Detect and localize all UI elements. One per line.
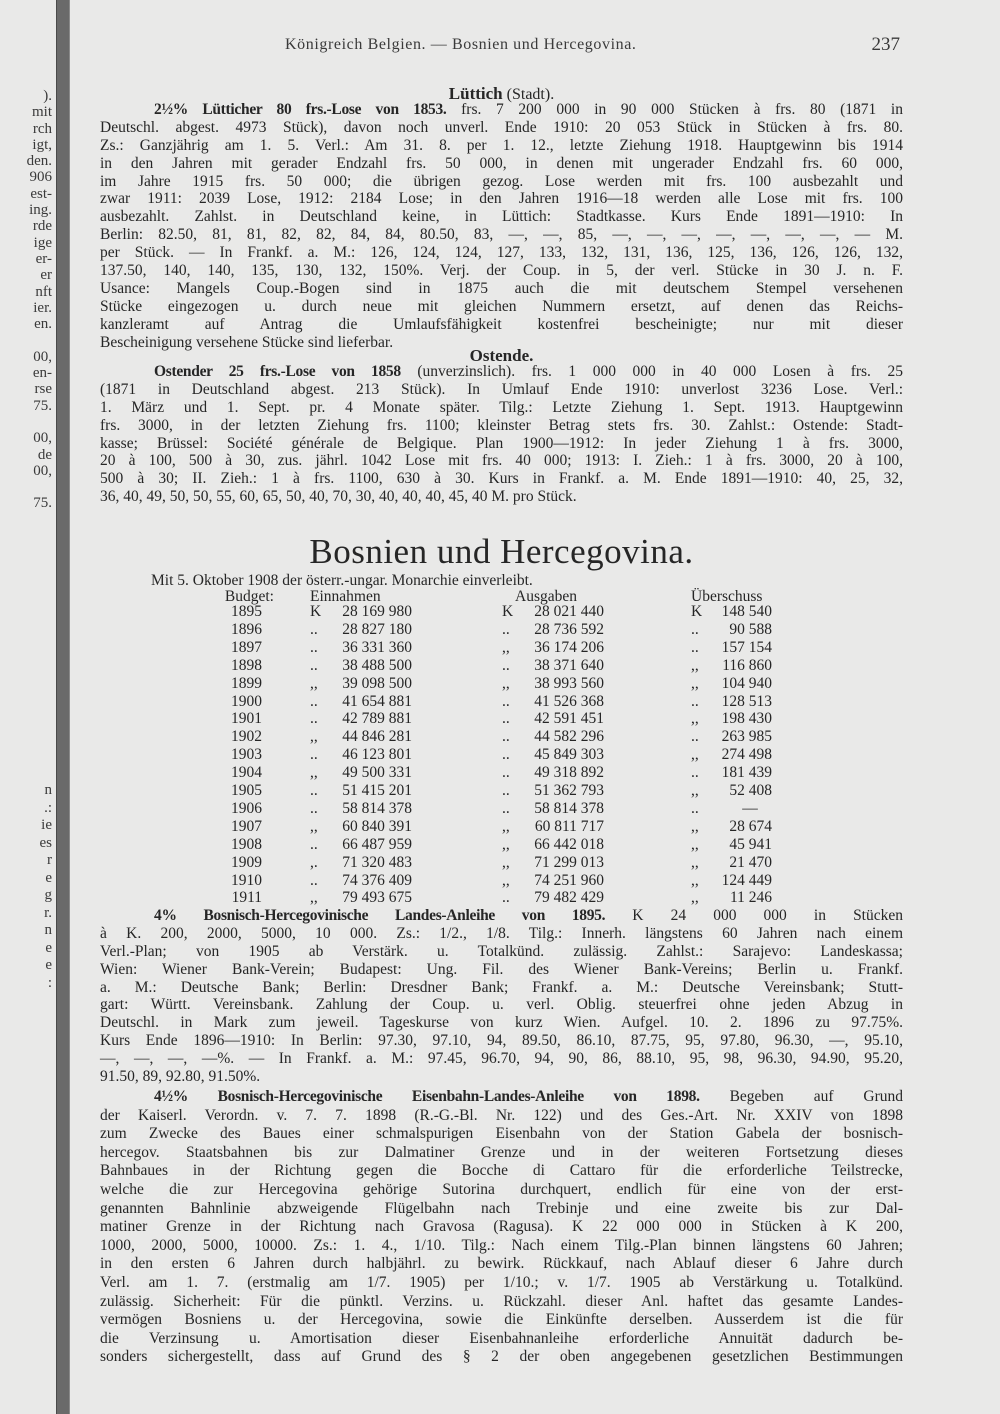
text-line [100,1311,903,1330]
ditto-mark: ,, [310,889,318,907]
budget-ausgaben: 60 811 717 [534,817,604,835]
margin-fragment: e [45,939,52,956]
line-text: Verl.-Plan; von 1905 ab Verstärk. u. Totalkünd. zulässig. Zahlst.: Sarajevo: Landeskassa; [100,942,903,960]
budget-ueberschuss: 263 985 [721,728,772,746]
budget-year: 1908 [231,835,262,853]
page-number: 237 [871,34,900,55]
margin-fragment: e [45,869,52,886]
ditto-mark: ,. [310,853,318,871]
budget-year: 1898 [231,656,262,674]
line-text: per Stück. — In Frankf. a. M.: 126, 124, 124, 127, 133, 132, 131, 136, 125, 136, 126, 126, 132, [100,244,903,262]
budget-ausgaben: 41 526 368 [534,692,604,710]
text-line [100,363,903,381]
ditto-mark: .. [502,656,510,674]
budget-ausgaben: 42 591 451 [534,710,604,728]
budget-ausgaben: 45 849 303 [534,746,604,764]
text-line [100,435,903,453]
budget-einnahmen: 46 123 801 [342,746,412,764]
margin-fragment: de [37,446,52,463]
line-text: hercegov. Staatsbahnen bis zur Dalmatiner Grenze und in der weiteren Fortsetzung dieses [100,1143,903,1161]
text-line [100,119,903,137]
ditto-mark: .. [691,799,699,817]
ditto-mark: .. [502,728,510,746]
text-line [100,1255,903,1274]
budget-year: 1906 [231,799,262,817]
text-line [100,417,903,435]
paragraph-anleihe-1895 [100,907,903,1086]
previous-page-margin-fragments-lower [0,782,52,992]
margin-fragment: ie [41,817,52,833]
line-text: 1000, 2000, 5000, 10000. Zs.: 1. 4., 1/10. Tilg.: Nach einem Tilg.-Plan binnen längstens 60 Jahren; [100,1236,903,1254]
budget-ueberschuss: — [742,799,758,817]
line-text: K 24 000 000 in Stücken [605,907,903,924]
text-line [100,1107,903,1126]
budget-year: 1901 [231,710,262,728]
budget-ausgaben: 71 299 013 [534,853,604,871]
column-header-ueberschuss: Überschuss [691,588,763,605]
entry-title: 2½% Lütticher 80 frs.-Lose von 1853. [154,101,447,118]
ditto-mark: ,, [691,656,699,674]
ditto-mark: ,, [691,853,699,871]
ditto-mark: .. [691,764,699,782]
budget-year: 1896 [231,620,262,638]
margin-fragment: 906 [29,169,52,186]
text-line [100,1237,903,1256]
line-text: sonders sichergestellt, dass auf Grund des § 2 der oben angegebenen gesetzlichen Bestimmungen [100,1348,903,1366]
margin-fragment: 75. [33,495,52,512]
budget-year: 1910 [231,871,262,889]
budget-ueberschuss: 274 498 [721,746,772,764]
budget-einnahmen: 41 654 881 [342,692,412,710]
margin-fragment: 75. [33,397,52,414]
budget-ausgaben: 58 814 378 [534,799,604,817]
ditto-mark: K [310,603,322,620]
text-line [100,1144,903,1163]
paragraph-luettich [100,101,903,351]
ditto-mark: ,, [310,764,318,782]
ditto-mark: .. [691,638,699,656]
ditto-mark: ,, [310,728,318,746]
line-text: zulässig. Sicherheit: Für die pünktl. Verzins. u. Rückzahl. dieser Anl. haftet das gesamte Landes- [100,1292,903,1310]
line-text: Deutschl. in Mark zum jeweil. Tageskurse von kurz Wien. Aufgel. 10. 2. 1896 zu 97.75%. [100,1014,903,1032]
line-text: (unverzinslich). frs. 1 000 000 in 40 000 Losen à frs. 25 [400,363,903,380]
margin-fragment: igt, [32,136,52,153]
line-text: frs. 7 200 000 in 90 000 Stücken à frs. 80 (1871 in [446,101,903,118]
budget-ueberschuss: 28 674 [729,817,772,835]
budget-ausgaben: 28 736 592 [534,620,604,638]
line-text: (1871 in Deutschland abgest. 213 Stück). In Umlauf Ende 1910: unverlost 3236 Lose. Verl.: [100,380,903,398]
budget-ueberschuss: 21 470 [729,853,772,871]
budget-einnahmen: 28 827 180 [342,620,412,638]
line-text: ausbezahlt. Zahlst. in Deutschland keine, in Lüttich: Stadtkasse. Kurs Ende 1891—1910: In [100,208,903,226]
budget-ueberschuss: 148 540 [721,603,772,620]
column-header-einnahmen: Einnahmen [310,588,381,605]
text-line [100,1293,903,1312]
margin-fragment: 00, [33,462,52,479]
budget-ueberschuss: 198 430 [721,710,772,728]
line-text: 500 à 30; II. Zieh.: 1 à frs. 1100, 630 à 30. Kurs in Frankf. a. M. Ende 1891—1910: 40, 25, 32, [100,470,903,488]
heading-luettich-sub: (Stadt). [502,86,555,103]
budget-ausgaben: 79 482 429 [534,889,604,907]
budget-ausgaben: 51 362 793 [534,782,604,799]
ditto-mark: ,, [691,746,699,764]
ditto-mark: .. [310,835,318,853]
running-head [100,36,905,58]
line-text: genannten Bahnlinie abzweigende Flügelbahn nach Trebinje und eine zweite bis zur Dal- [100,1199,903,1217]
ditto-mark: ,, [691,782,699,799]
budget-year: 1905 [231,782,262,799]
ditto-mark: ,, [691,835,699,853]
budget-einnahmen: 66 487 959 [342,835,412,853]
ditto-mark: .. [310,746,318,764]
text-line [100,155,903,173]
ditto-mark: ,, [502,638,510,656]
ditto-mark: .. [502,889,510,907]
line-text: Bahnbaues in der Richtung gegen die Bocche di Cattaro für die erforderliche Teilstrecke, [100,1162,903,1180]
entry-title: 4% Bosnisch-Hercegovinische Landes-Anleihe von 1895. [154,907,606,924]
text-line [100,961,903,979]
budget-einnahmen: 42 789 881 [342,710,412,728]
text-line [100,298,903,316]
line-text: Deutschl. abgest. 4973 Stück), davon noch unverl. Ende 1910: 20 053 Stück in Stücken à frs. 80. [100,118,903,136]
line-text: der Kaiserl. Verordn. v. 7. 7. 1898 (R.-G.-Bl. Nr. 122) und des Ges.-Art. Nr. XXIV von 1898 [100,1106,903,1124]
budget-ausgaben: 66 442 018 [534,835,604,853]
margin-fragment: est- [30,185,52,202]
line-text: in den ersten 6 Jahren durch halbjährl. zu bewirk. Rückkauf, nach Ablauf dieser 6 Jahre durch [100,1255,903,1273]
margin-fragment: en- [32,365,52,382]
budget-einnahmen: 58 814 378 [342,799,412,817]
line-text: Stücke eingezogen u. durch neue mit gleichen Nummern ersetzt, auf denen das Reichs- [100,297,903,315]
margin-fragment [0,414,52,430]
budget-einnahmen: 60 840 391 [342,817,412,835]
ditto-mark: ,, [691,889,699,907]
previous-page-margin-fragments [0,88,52,512]
budget-einnahmen: 39 098 500 [342,674,412,692]
budget-ausgaben: 74 251 960 [534,871,604,889]
text-line [100,226,903,244]
text-line [100,1162,903,1181]
line-text: kasse; Brüssel: Société générale de Belgique. Plan 1900—1912: In jeder Ziehung 1 à frs. 3000, [100,434,903,452]
budget-year: 1911 [231,889,262,907]
line-text: Zs.: Ganzjährig am 1. 5. Verl.: Am 31. 8. per 1. 12., letzte Ziehung 1918. Hauptgewinn bis 1914 [100,136,903,154]
ditto-mark: .. [310,692,318,710]
ditto-mark: ,, [691,871,699,889]
line-text: Usance: Mangels Coup.-Bogen sind in 1875 auch die mit deutschem Stempel versehenen [100,279,903,297]
margin-fragment [0,479,52,495]
text-line [100,943,903,961]
text-line [100,996,903,1014]
line-text: a. M.: Deutsche Bank; Berlin: Dresdner Bank; Frankf. a. M.: Deutsche Vereinsbank; Stutt- [100,978,903,996]
line-text: 137.50, 140, 140, 135, 130, 132, 150%. Verj. der Coup. in 5, der verl. Stücke in 30 J. n. F. [100,262,903,280]
text-line [100,280,903,298]
ditto-mark: ,, [691,817,699,835]
text-line [100,979,903,997]
margin-fragment [0,332,52,348]
book-gutter [56,0,70,1414]
ditto-mark: ,, [502,674,510,692]
chapter-title: Bosnien und Hercegovina. [309,532,694,571]
text-line [100,1125,903,1144]
budget-ueberschuss: 45 941 [729,835,772,853]
ditto-mark: ,, [310,674,318,692]
budget-einnahmen: 79 493 675 [342,889,412,907]
budget-year: 1909 [231,853,262,871]
ditto-mark: ,, [691,674,699,692]
budget-ueberschuss: 124 449 [721,871,772,889]
budget-einnahmen: 49 500 331 [342,764,412,782]
line-text: Kurs Ende 1896—1910: In Berlin: 97.30, 97.10, 94, 89.50, 86.10, 87.75, 95, 97.80, 96.30, —, 95.10, [100,1032,903,1050]
ditto-mark: ,, [691,710,699,728]
margin-fragment: er [40,267,52,284]
ditto-mark: .. [310,620,318,638]
ditto-mark: .. [310,799,318,817]
budget-ausgaben: 44 582 296 [534,728,604,746]
text-line [100,1200,903,1219]
text-line [100,262,903,280]
text-line [100,137,903,155]
margin-fragment: rse [34,381,52,398]
budget-einnahmen: 38 488 500 [342,656,412,674]
ditto-mark: .. [310,782,318,799]
line-text: in den Jahren mit gerader Endzahl frs. 50 000, in denen mit ungerader Endzahl frs. 60 000, [100,154,903,172]
line-text: Verl. am 1. 7. (erstmalig am 1/7. 1905) per 1/10.; v. 1/7. 1905 ab Verstärkung u. Totalkünd. [100,1273,903,1291]
budget-year: 1903 [231,746,262,764]
heading-ostende: Ostende. [469,346,534,365]
ditto-mark: ,, [502,835,510,853]
ditto-mark: ,, [310,817,318,835]
line-text: Bescheinigung versehene Stücke sind lieferbar. [100,333,394,351]
budget-einnahmen: 44 846 281 [342,728,412,746]
budget-einnahmen: 71 320 483 [342,853,412,871]
budget-year: 1900 [231,692,262,710]
margin-fragment: r [47,852,52,868]
budget-ausgaben: 49 318 892 [534,764,604,782]
text-line [100,1088,903,1107]
budget-ueberschuss: 181 439 [721,764,772,782]
ditto-mark: .. [502,782,510,799]
entry-title: Ostender 25 frs.-Lose von 1858 [154,363,401,380]
line-text: vermögen Bosniens u. der Hercegovina, sowie die Einkünfte derselben. Ausserdem ist die für [100,1311,903,1329]
margin-fragment: nft [35,283,52,300]
margin-fragment: e [45,957,52,973]
budget-year: 1904 [231,764,262,782]
budget-year: 1897 [231,638,262,656]
text-line [100,470,903,488]
budget-ueberschuss: 90 588 [729,620,772,638]
ditto-mark: ,, [502,853,510,871]
margin-fragment: g [44,887,52,903]
margin-fragment: ). [43,88,52,104]
margin-fragment: den. [26,153,52,170]
line-text: frs. 3000, in der letzten Ziehung frs. 1100; kleinster Betrag stets frs. 30. Zahlst.: Ostende: Stadt- [100,416,903,434]
text-line [100,173,903,191]
line-text: à K. 200, 2000, 5000, 10 000. Zs.: 1/2., 1/8. Tilg.: Innerh. längstens 60 Jahren nach einem [100,924,903,942]
margin-fragment: n [44,782,52,798]
line-text: 36, 40, 49, 50, 50, 55, 60, 65, 50, 40, 70, 30, 40, 40, 40, 45, 40 M. pro Stück. [100,488,577,506]
text-line [100,1274,903,1293]
margin-fragment: en. [34,316,52,333]
paragraph-ostende [100,363,903,506]
text-line [100,1181,903,1200]
chapter-intro: Mit 5. Oktober 1908 der österr.-ungar. Monarchie einverleibt. [151,572,533,589]
budget-ausgaben: 36 174 206 [534,638,604,656]
text-line [100,1050,903,1068]
text-line [100,316,903,334]
ditto-mark: ,, [502,871,510,889]
text-line [100,381,903,399]
text-line [100,925,903,943]
text-line [100,1218,903,1237]
ditto-mark: .. [502,692,510,710]
entry-title: 4½% Bosnisch-Hercegovinische Eisenbahn-Landes-Anleihe von 1898. [154,1088,700,1105]
line-text: gart: Württ. Vereinsbank. Zahlung der Coup. u. verl. Oblig. steuerfrei ohne jeden Abzug in [100,996,903,1014]
budget-einnahmen: 51 415 201 [342,782,412,799]
margin-fragment: n [44,922,52,938]
margin-fragment: mit [31,104,52,121]
running-head-title: Königreich Belgien. — Bosnien und Hercegovina. [285,36,637,53]
line-text: Begeben auf Grund [699,1088,904,1105]
budget-year: 1895 [231,603,262,620]
heading-luettich: Lüttich [448,84,503,103]
budget-ausgaben: 38 371 640 [534,656,604,674]
text-line [100,1014,903,1032]
text-line [100,1348,903,1367]
ditto-mark: .. [310,638,318,656]
line-text: zum Zwecke des Baues einer schmalspurigen Eisenbahn von der Station Gabela der bosnisch- [100,1125,903,1143]
text-line [100,101,903,119]
text-line [100,244,903,262]
ditto-mark: .. [502,764,510,782]
column-header-ausgaben: Ausgaben [515,588,577,605]
margin-fragment: 00, [33,430,52,447]
margin-fragment: rde [32,218,52,235]
margin-fragment: : [47,974,52,991]
line-text: —, —, —, —%. — In Frankf. a. M.: 97.45, 96.70, 94, 90, 86, 88.10, 95, 98, 96.30, 94.90, 95.20, [100,1050,903,1068]
paragraph-anleihe-1898 [100,1088,903,1367]
text-line [100,488,903,506]
ditto-mark: .. [310,656,318,674]
budget-ausgaben: 28 021 440 [534,603,604,620]
budget-einnahmen: 74 376 409 [342,871,412,889]
text-line [100,907,903,925]
ditto-mark: ,, [502,817,510,835]
line-text: zwar 1911: 2039 Lose, 1912: 2184 Lose; in den Jahren 1916—18 werden alle Lose mit frs. 100 [100,190,903,208]
text-line [100,399,903,417]
ditto-mark: .. [502,746,510,764]
margin-fragment: r. [44,904,52,921]
budget-ausgaben: 38 993 560 [534,674,604,692]
ditto-mark: .. [502,620,510,638]
text-line [100,1068,903,1086]
line-text: 91.50, 89, 92.80, 91.50%. [100,1068,261,1086]
ditto-mark: .. [310,871,318,889]
budget-ueberschuss: 157 154 [721,638,772,656]
margin-fragment: .: [44,799,52,816]
line-text: 20 à 100, 500 à 30, zus. jährl. 1042 Lose mit frs. 40 000; 1913: I. Zieh.: 1 à frs. 3000, 20 à 100, [100,452,903,470]
line-text: kanzleramt auf Antrag die Umlaufsfähigkeit kostenfrei bescheinigte; nur mit dieser [100,315,903,333]
margin-fragment: ing. [29,202,52,219]
line-text: welche die zur Hercegovina gehörige Sutorina durchquert, endlich für eine von der erst- [100,1180,903,1198]
ditto-mark: K [691,603,703,620]
budget-label: Budget: [224,588,274,605]
text-line [100,1330,903,1349]
budget-ueberschuss: 128 513 [721,692,772,710]
ditto-mark: .. [310,710,318,728]
budget-einnahmen: 36 331 360 [342,638,412,656]
line-text: Berlin: 82.50, 81, 81, 82, 82, 84, 84, 80.50, 83, —, —, 85, —, —, —, —, —, —, —, — M. [100,226,903,244]
text-line [100,1032,903,1050]
margin-fragment: rch [32,120,52,137]
budget-ueberschuss: 11 246 [729,889,772,907]
ditto-mark: .. [691,728,699,746]
line-text: die Verzinsung u. Amortisation dieser Eisenbahnanleihe erforderliche Annuität dadurch be- [100,1329,903,1347]
text-line [100,208,903,226]
budget-year: 1899 [231,674,262,692]
budget-einnahmen: 28 169 980 [342,603,412,620]
ditto-mark: .. [502,710,510,728]
text-line [100,190,903,208]
budget-year: 1907 [231,817,262,835]
margin-fragment: ige [33,234,52,251]
margin-fragment: er- [35,250,52,267]
ditto-mark: .. [502,799,510,817]
line-text: im Jahre 1915 frs. 50 000; die übrigen gezog. Lose werden mit frs. 100 ausbezahlt und [100,172,903,190]
ditto-mark: .. [691,620,699,638]
line-text: Wien: Wiener Bank-Verein; Budapest: Ung. Fil. des Wiener Bank-Vereins; Berlin u. Frankf. [100,960,903,978]
line-text: 1. März und 1. Sept. pr. 4 Monate später. Tilg.: Letzte Ziehung 1. Sept. 1913. Hauptgewinn [100,398,903,416]
text-line [100,452,903,470]
ditto-mark: .. [691,692,699,710]
line-text: matiner Grenze in der Richtung nach Gravosa (Ragusa). K 22 000 000 in Stücken à K 200, [100,1218,903,1236]
budget-ueberschuss: 116 860 [722,656,772,674]
budget-ueberschuss: 52 408 [729,782,772,799]
ditto-mark: K [502,603,514,620]
budget-year: 1902 [231,728,262,746]
margin-fragment: 00, [33,348,52,365]
margin-fragment: ier. [33,299,52,316]
margin-fragment: es [39,834,52,851]
budget-ueberschuss: 104 940 [721,674,772,692]
